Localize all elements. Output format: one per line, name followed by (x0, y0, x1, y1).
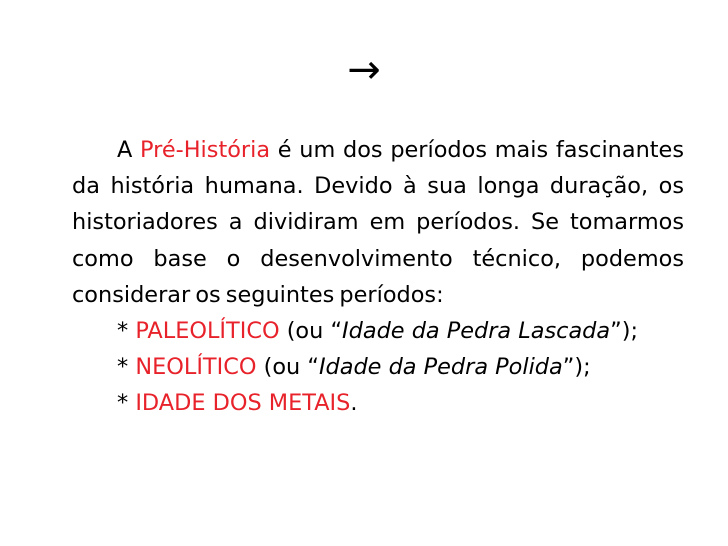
bullet: * (117, 354, 136, 381)
bullet: * (117, 318, 136, 345)
period-name: NEOLÍTICO (135, 354, 257, 381)
highlight-pre-historia: Pré-História (140, 137, 271, 163)
paren-open: (ou “ (256, 354, 319, 381)
period-name: PALEOLÍTICO (135, 318, 280, 345)
bullet: * (117, 390, 136, 417)
slide-content (72, 132, 684, 422)
list-item-neolitico (72, 349, 684, 385)
list-item-paleolitico (72, 313, 684, 349)
period-alias: Idade da Pedra Polida (318, 354, 563, 381)
paren-close: ”); (610, 318, 638, 345)
list-item-idade-dos-metais (72, 385, 684, 421)
paren-open: (ou “ (279, 318, 343, 345)
paragraph-text-start: A (117, 137, 141, 163)
period-name: IDADE DOS METAIS (135, 390, 351, 417)
intro-paragraph (72, 132, 684, 313)
paren-close: ”); (562, 354, 591, 381)
period-alias: Idade da Pedra Lascada (342, 318, 611, 345)
arrow-icon: → (347, 47, 381, 93)
paragraph-text-rest: é um dos períodos mais fascinantes da história humana. Devido à sua longa duração, os historiadores a dividiram em períodos. Se tomarmos como base o desenvolvimento técnico, podemos considerar os seguintes períodos: (72, 137, 684, 308)
period-end: . (350, 390, 358, 417)
